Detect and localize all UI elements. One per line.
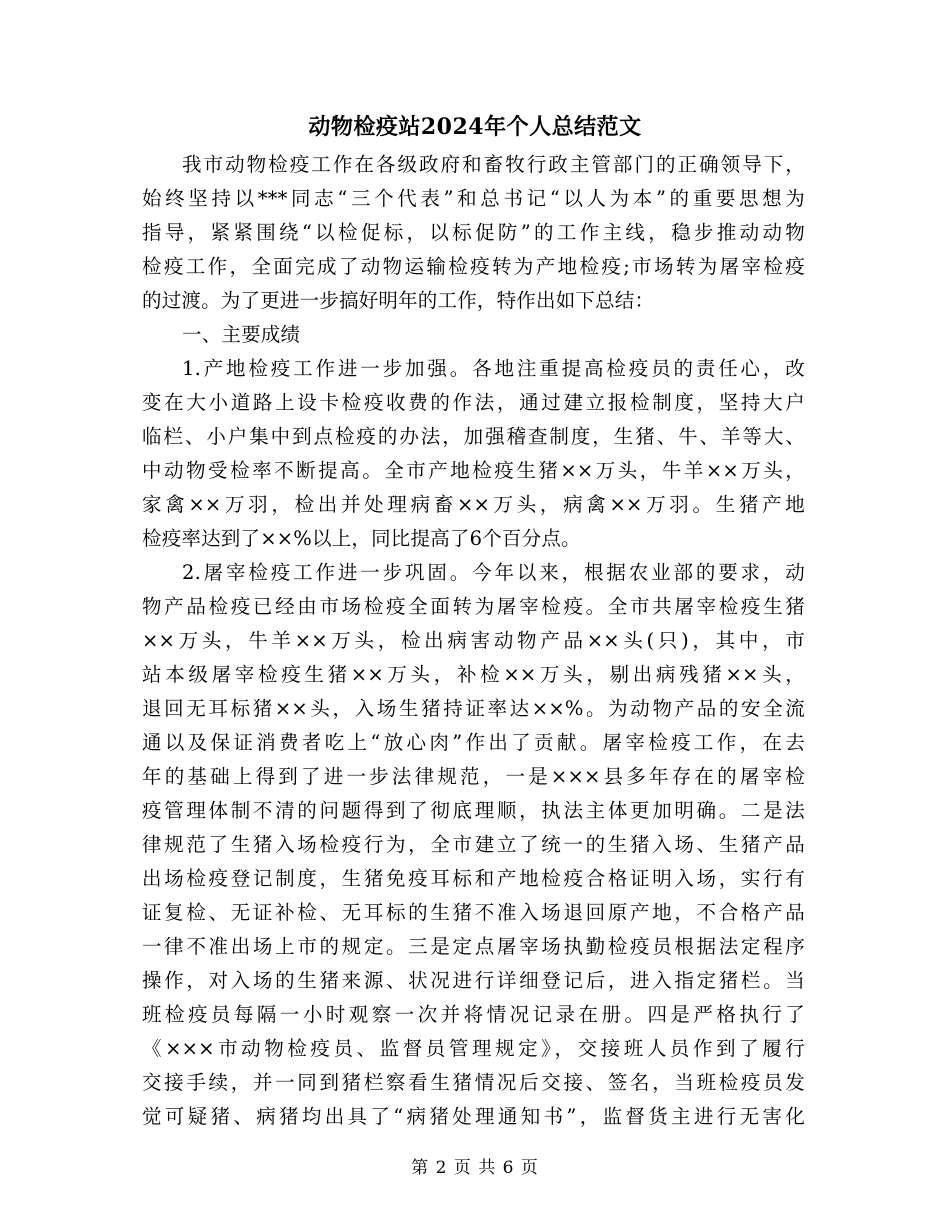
- text-line: 年的基础上得到了进一步法律规范，一是×××县多年存在的屠宰检: [142, 765, 805, 788]
- text-line: 中动物受检率不断提高。全市产地检疫生猪××万头，牛羊××万头，: [142, 459, 805, 482]
- text-line: 检疫工作，全面完成了动物运输检疫转为产地检疫;市场转为屠宰检疫: [142, 255, 805, 278]
- document-title: 动物检疫站2024年个人总结范文: [308, 114, 642, 140]
- text-line: 交接手续，并一同到猪栏察看生猪情况后交接、签名，当班检疫员发: [142, 1071, 805, 1094]
- text-line: 临栏、小户集中到点检疫的办法，加强稽查制度，生猪、牛、羊等大、: [142, 425, 805, 448]
- document-body: [142, 148, 805, 1134]
- text-line: 一、主要成绩: [182, 323, 301, 346]
- text-line: 家禽××万羽，检出并处理病畜××万头，病禽××万羽。生猪产地: [142, 493, 805, 516]
- text-line: 一律不准出场上市的规定。三是定点屠宰场执勤检疫员根据法定程序: [142, 935, 805, 958]
- text-line: 我市动物检疫工作在各级政府和畜牧行政主管部门的正确领导下，: [182, 153, 805, 176]
- page-footer: [0, 1153, 950, 1178]
- text-line: 变在大小道路上设卡检疫收费的作法，通过建立报检制度，坚持大户: [142, 391, 805, 414]
- text-line: 2.屠宰检疫工作进一步巩固。今年以来，根据农业部的要求，动: [182, 561, 805, 584]
- text-line: 站本级屠宰检疫生猪××万头，补检××万头，剔出病残猪××头，: [142, 663, 805, 686]
- text-line: 证复检、无证补检、无耳标的生猪不准入场退回原产地，不合格产品: [142, 901, 805, 924]
- text-line: 班检疫员每隔一小时观察一次并将情况记录在册。四是严格执行了: [142, 1003, 805, 1026]
- text-line: 物产品检疫已经由市场检疫全面转为屠宰检疫。全市共屠宰检疫生猪: [142, 595, 805, 618]
- text-line: ××万头，牛羊××万头，检出病害动物产品××头(只)，其中，市: [142, 629, 805, 652]
- text-line: 指导，紧紧围绕“以检促标，以标促防”的工作主线，稳步推动动物: [142, 221, 805, 244]
- text-line: 的过渡。为了更进一步搞好明年的工作，特作出如下总结：: [142, 289, 655, 312]
- text-line: 疫管理体制不清的问题得到了彻底理顺，执法主体更加明确。二是法: [142, 799, 805, 822]
- text-line: 检疫率达到了××%以上，同比提高了6个百分点。: [142, 527, 581, 550]
- text-line: 通以及保证消费者吃上“放心肉”作出了贡献。屠宰检疫工作，在去: [142, 731, 805, 754]
- page-number: 第 2 页 共 6 页: [411, 1158, 539, 1178]
- text-line: 《×××市动物检疫员、监督员管理规定》，交接班人员作到了履行: [142, 1037, 805, 1060]
- text-line: 始终坚持以***同志“三个代表”和总书记“以人为本”的重要思想为: [142, 187, 805, 210]
- text-line: 出场检疫登记制度，生猪免疫耳标和产地检疫合格证明入场，实行有: [142, 867, 805, 890]
- text-line: 律规范了生猪入场检疫行为，全市建立了统一的生猪入场、生猪产品: [142, 833, 805, 856]
- text-line: 1.产地检疫工作进一步加强。各地注重提高检疫员的责任心，改: [182, 357, 805, 380]
- text-line: 退回无耳标猪××头，入场生猪持证率达××%。为动物产品的安全流: [142, 697, 805, 720]
- text-line: 操作，对入场的生猪来源、状况进行详细登记后，进入指定猪栏。当: [142, 969, 805, 992]
- text-line: 觉可疑猪、病猪均出具了“病猪处理通知书”，监督货主进行无害化: [142, 1105, 805, 1128]
